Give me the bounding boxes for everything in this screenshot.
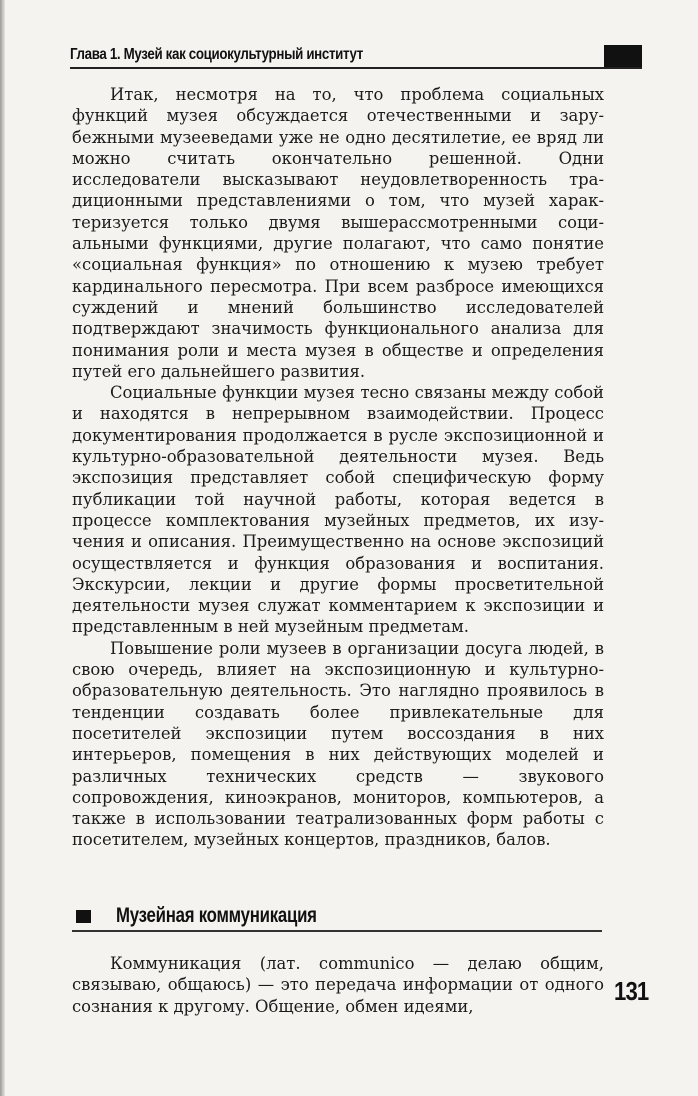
section-rule	[72, 930, 602, 932]
paragraph-1: Итак, несмотря на то, что проблема социальных функций музея обсуждается отечественными и зарубежными музееведами уже не одно десятилетие, ее вряд ли можно считать окончательно решенной. Одни исследователи высказывают неудовлетворенность традиционными представлениями о том, что музей характеризуется только двумя вышерассмотренными социальными функциями, другие полагают, что само понятие «социальная функция» по отношению к музею требует кардинального пересмотра. При всем разбросе имеющихся суждений и мнений большинство исследователей подтверждают значимость функционального анализа для понимания роли и места музея в обществе и определения путей его дальнейшего развития.	[72, 85, 604, 381]
running-head	[70, 44, 642, 68]
header-rule	[70, 67, 642, 69]
page-edge-shadow	[0, 0, 5, 1096]
paragraph-4: Коммуникация (лат. communico — делаю общим, связываю, общаюсь) — это передача информации от одного сознания к другому. Общение, обмен идеями,	[72, 954, 604, 1016]
header-black-tab	[604, 45, 642, 67]
section-heading	[72, 902, 602, 932]
body-text-continued	[72, 953, 604, 1017]
section-title: Музейная коммуникация	[116, 904, 317, 927]
paragraph-2: Социальные функции музея тесно связаны между собой и находятся в непрерывном взаимодействии. Процесс документирования продолжается в русле экспозиционной и культурно-образовательной деятельности музея. Ведь экспозиция представляет собой специфическую форму публикации той научной работы, которая ведется в процессе комплектования музейных предметов, их изучения и описания. Преимущественно на основе экспозиций осуществляется и функция образования и воспитания. Экскурсии, лекции и другие формы просветительной деятельности музея служат комментарием к экспозиции и представленным в ней музейным предметам.	[72, 383, 604, 637]
body-text	[72, 84, 604, 851]
square-bullet-icon	[76, 910, 91, 923]
paragraph-3: Повышение роли музеев в организации досуга людей, в свою очередь, влияет на экспозиционную и культурно-образовательную деятельность. Это наглядно проявилось в тенденции создавать более привлекательные для посетителей экспозиции путем воссоздания в них интерьеров, помещения в них действующих моделей и различных технических средств — звукового сопровождения, киноэкранов, мониторов, компьютеров, а также в использовании театрализованных форм работы с посетителем, музейных концертов, праздников, балов.	[72, 638, 604, 850]
page-number: 131	[614, 976, 649, 1006]
running-head-title: Глава 1. Музей как социокультурный институт	[70, 46, 363, 63]
